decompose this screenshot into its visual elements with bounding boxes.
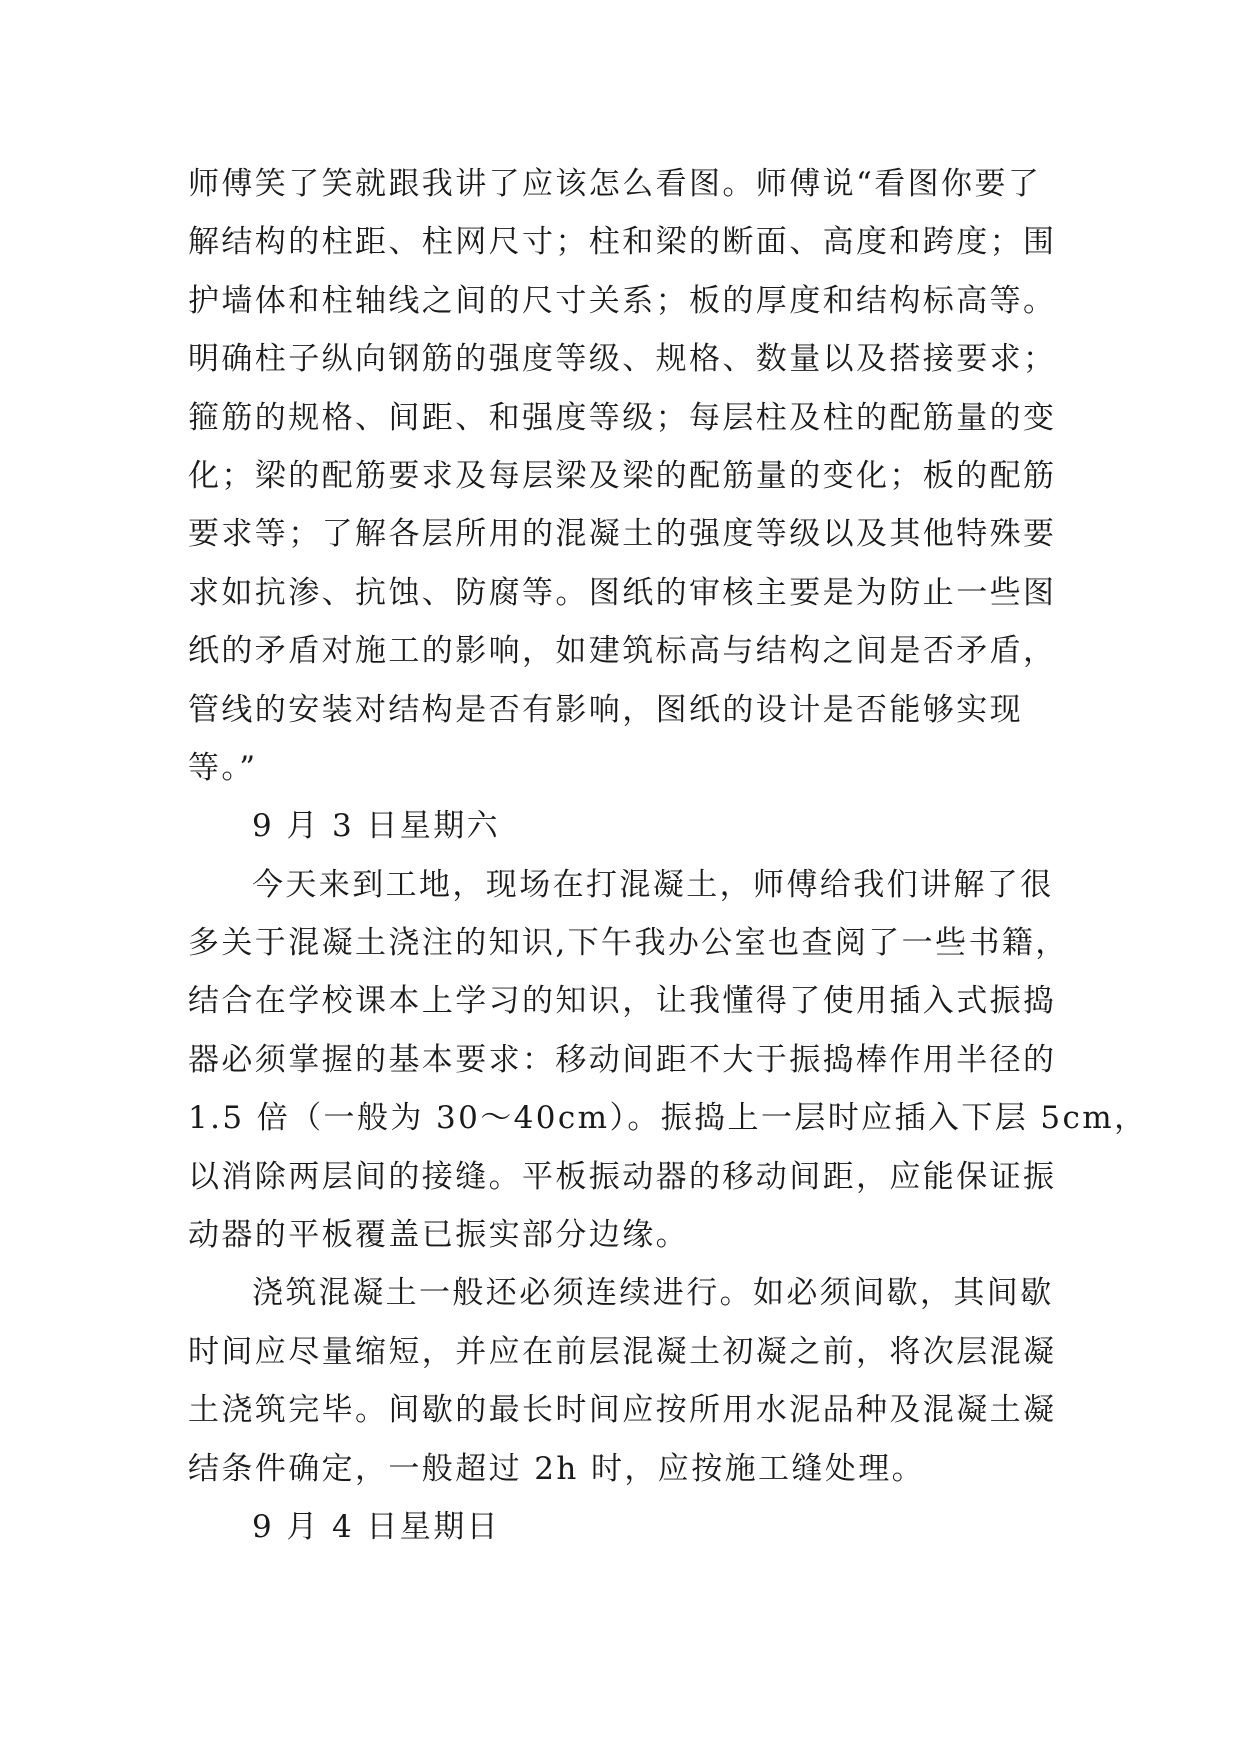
document-body — [188, 155, 1148, 1556]
text-line: 动器的平板覆盖已振实部分边缘。 — [188, 1217, 689, 1254]
text-line: 土浇筑完毕。间歇的最长时间应按所用水泥品种及混凝土凝 — [188, 1392, 1057, 1429]
text-line: 护墙体和柱轴线之间的尺寸关系；板的厚度和结构标高等。 — [188, 282, 1057, 319]
text-line: 求如抗渗、抗蚀、防腐等。图纸的审核主要是为防止一些图 — [188, 574, 1057, 611]
text-line: 解结构的柱距、柱网尺寸；柱和梁的断面、高度和跨度；围 — [188, 224, 1057, 261]
text-line: 器必须掌握的基本要求：移动间距不大于振捣棒作用半径的 — [188, 1041, 1057, 1078]
text-line: 要求等；了解各层所用的混凝土的强度等级以及其他特殊要 — [188, 516, 1057, 553]
text-line: 明确柱子纵向钢筋的强度等级、规格、数量以及搭接要求； — [188, 341, 1057, 378]
text-line: 浇筑混凝土一般还必须连续进行。如必须间歇，其间歇 — [252, 1275, 1054, 1312]
text-line: 结合在学校课本上学习的知识，让我懂得了使用插入式振捣 — [188, 983, 1057, 1020]
text-line: 时间应尽量缩短，并应在前层混凝土初凝之前，将次层混凝 — [188, 1333, 1057, 1370]
text-line: 结条件确定，一般超过 2h 时，应按施工缝处理。 — [188, 1450, 925, 1487]
text-line: 9 月 3 日星期六 — [252, 808, 501, 845]
text-line: 多关于混凝土浇注的知识,下午我办公室也查阅了一些书籍， — [188, 925, 1069, 962]
text-line: 师傅笑了笑就跟我讲了应该怎么看图。师傅说“看图你要了 — [188, 166, 1042, 202]
text-line: 1.5 倍（一般为 30～40cm）。振捣上一层时应插入下层 5cm， — [188, 1100, 1148, 1137]
text-line: 化；梁的配筋要求及每层梁及梁的配筋量的变化；板的配筋 — [188, 457, 1057, 494]
text-line: 箍筋的规格、间距、和强度等级；每层柱及柱的配筋量的变 — [188, 399, 1057, 436]
text-line: 纸的矛盾对施工的影响，如建筑标高与结构之间是否矛盾， — [188, 633, 1057, 670]
text-line: 今天来到工地，现场在打混凝土，师傅给我们讲解了很 — [252, 866, 1054, 903]
text-line: 以消除两层间的接缝。平板振动器的移动间距，应能保证振 — [188, 1158, 1057, 1195]
text-line: 等。” — [188, 749, 258, 786]
text-line: 9 月 4 日星期日 — [252, 1508, 501, 1545]
text-line: 管线的安装对结构是否有影响，图纸的设计是否能够实现 — [188, 691, 1023, 728]
